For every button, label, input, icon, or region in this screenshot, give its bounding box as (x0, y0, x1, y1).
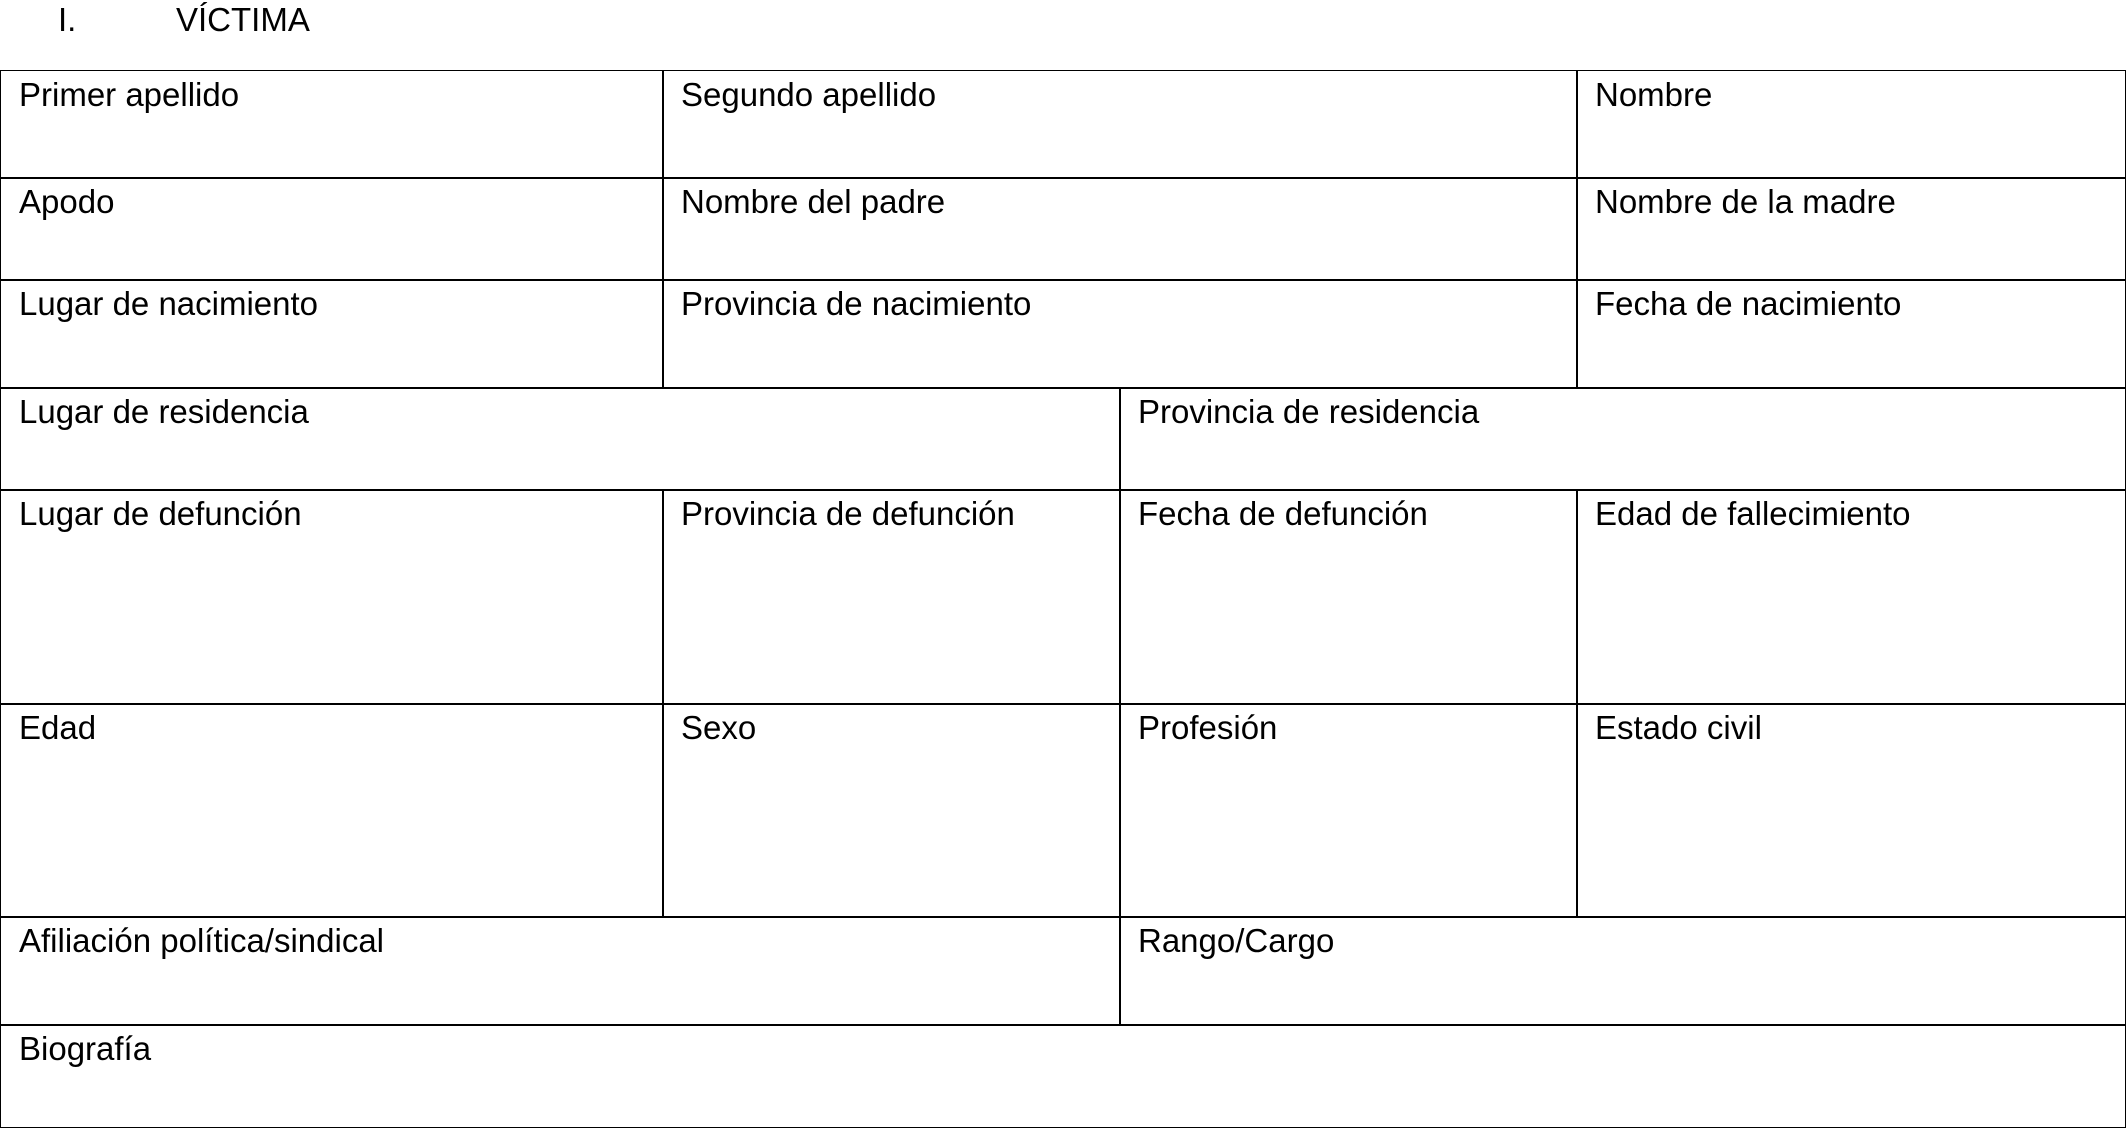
field-provincia-residencia[interactable]: Provincia de residencia (1119, 387, 2126, 491)
field-lugar-nacimiento[interactable]: Lugar de nacimiento (0, 279, 664, 389)
field-estado-civil[interactable]: Estado civil (1576, 703, 2126, 918)
field-rango-cargo[interactable]: Rango/Cargo (1119, 916, 2126, 1026)
field-sexo[interactable]: Sexo (662, 703, 1121, 918)
field-segundo-apellido[interactable]: Segundo apellido (662, 70, 1578, 179)
field-apodo[interactable]: Apodo (0, 177, 664, 281)
field-profesion[interactable]: Profesión (1119, 703, 1578, 918)
field-edad[interactable]: Edad (0, 703, 664, 918)
field-nombre-padre[interactable]: Nombre del padre (662, 177, 1578, 281)
field-afiliacion[interactable]: Afiliación política/sindical (0, 916, 1121, 1026)
field-provincia-nacimiento[interactable]: Provincia de nacimiento (662, 279, 1578, 389)
section-number: I. (58, 1, 77, 38)
field-nombre[interactable]: Nombre (1576, 70, 2126, 179)
field-fecha-defuncion[interactable]: Fecha de defunción (1119, 489, 1578, 705)
field-primer-apellido[interactable]: Primer apellido (0, 70, 664, 179)
field-edad-fallecimiento[interactable]: Edad de fallecimiento (1576, 489, 2126, 705)
field-lugar-defuncion[interactable]: Lugar de defunción (0, 489, 664, 705)
field-lugar-residencia[interactable]: Lugar de residencia (0, 387, 1121, 491)
field-fecha-nacimiento[interactable]: Fecha de nacimiento (1576, 279, 2126, 389)
field-provincia-defuncion[interactable]: Provincia de defunción (662, 489, 1121, 705)
section-title: VÍCTIMA (176, 1, 310, 38)
field-biografia[interactable]: Biografía (0, 1024, 2126, 1128)
victim-form-table (0, 70, 2126, 1128)
field-nombre-madre[interactable]: Nombre de la madre (1576, 177, 2126, 281)
